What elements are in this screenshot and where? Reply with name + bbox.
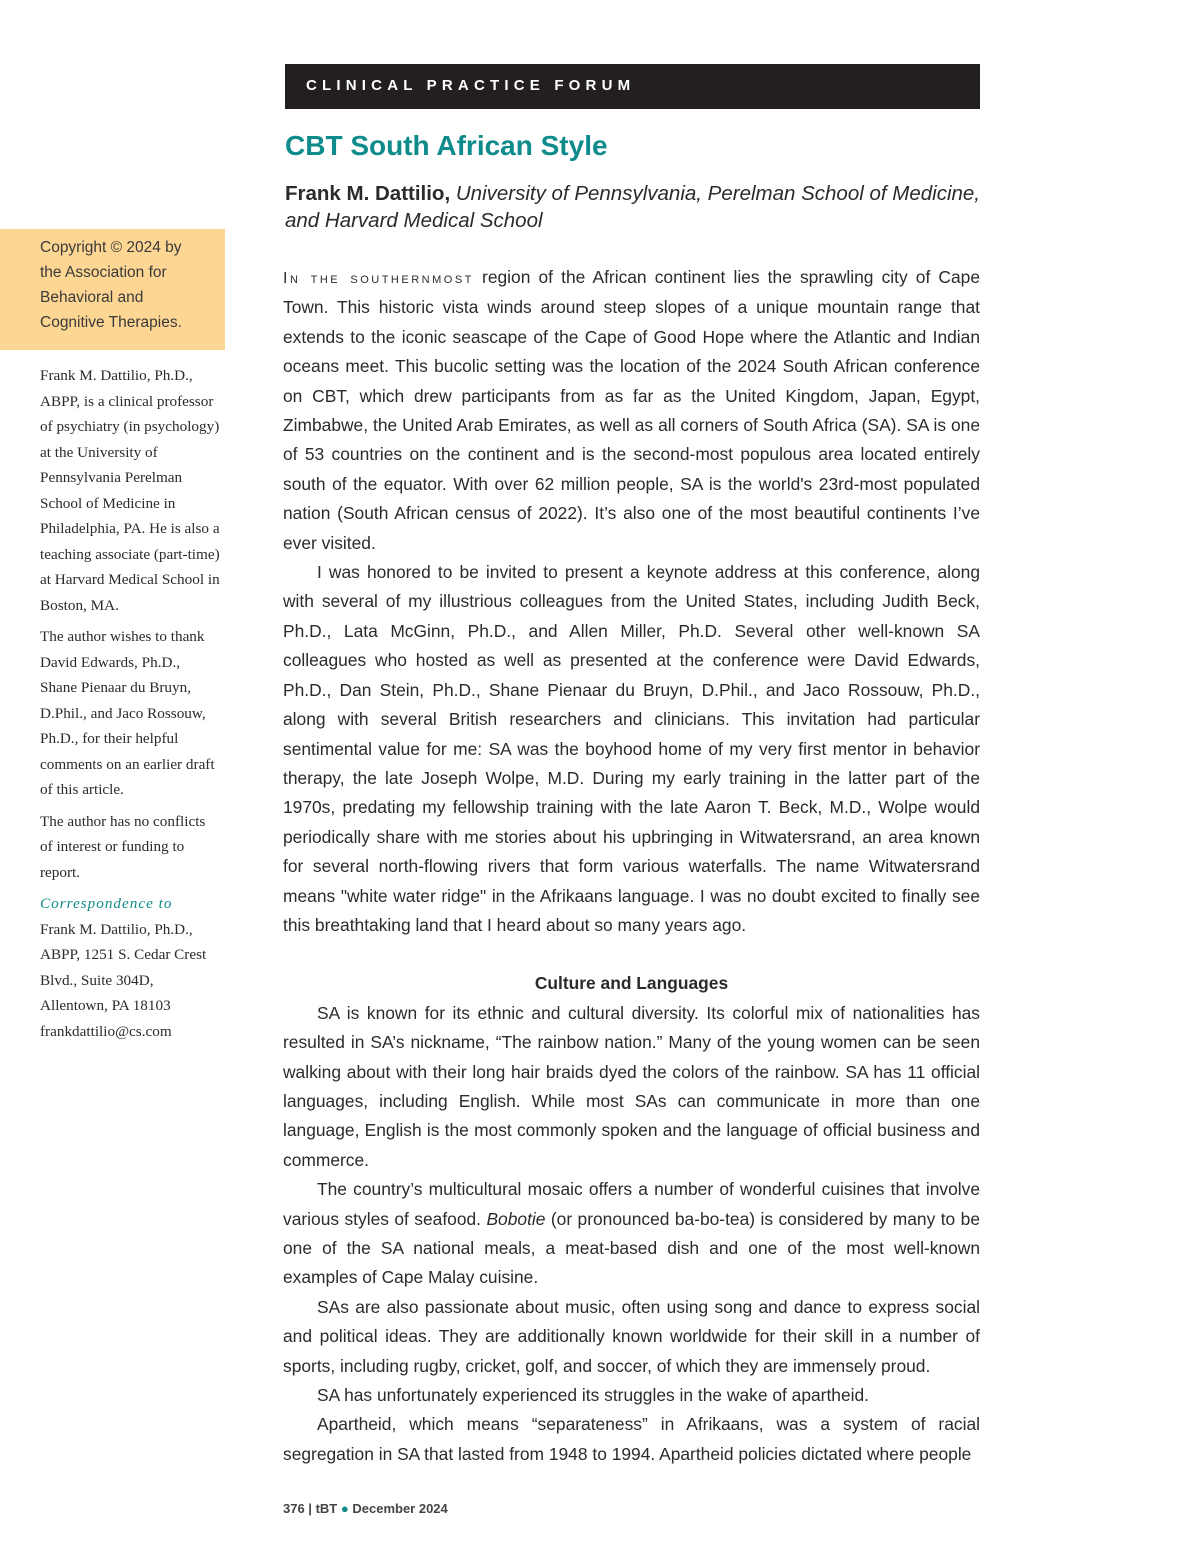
copyright-box: [0, 229, 225, 350]
paragraph: [283, 263, 980, 558]
author-name: Frank M. Dattilio,: [285, 182, 451, 205]
acknowledgments: The author wishes to thank David Edwards, Ph.D., Shane Pienaar du Bruyn, D.Phil., and Jaco Rossouw, Ph.D., for their helpful comments on an earlier draft of this article.: [40, 628, 215, 798]
email-link[interactable]: frankdattilio@cs.com: [40, 1022, 172, 1040]
issue-date: December 2024: [352, 1501, 448, 1516]
section-label: CLINICAL PRACTICE FORUM: [306, 77, 636, 94]
article-body: [283, 263, 980, 1469]
page-number: 376 |: [283, 1501, 312, 1516]
article-title: CBT South African Style: [285, 130, 608, 161]
correspondence-label: Correspondence to: [40, 895, 173, 912]
paragraph: [283, 1175, 980, 1293]
author-sidebar: [40, 363, 220, 1044]
paragraph: Apartheid, which means “separateness” in Afrikaans, was a system of racial segregation in SA that lasted from 1948 to 1994. Apartheid policies dictated where people: [283, 1414, 980, 1464]
copyright-text: Copyright © 2024 by the Association for Behavioral and Cognitive Therapies.: [40, 239, 182, 331]
paragraph-text: region of the African continent lies the sprawling city of Cape Town. This historic vista winds around steep slopes of a unique mountain range that extends to the iconic seascape of the Cape of Good Hope where the Atlantic and Indian oceans meet. This bucolic setting was the location of the 2024 South African conference on CBT, which drew participants from as far as the United Kingdom, Japan, Egypt, Zimbabwe, the United Arab Emirates, as well as all corners of South Africa (SA). SA is one of 53 countries on the continent and is the second-most populous area located entirely south of the equator. With over 62 million people, SA is the world's 23rd-most populated nation (South African census of 2022). It’s also one of the most beautiful continents I’ve ever visited.: [283, 267, 981, 553]
author-affiliation: University of Pennsylvania, Perelman School of Medicine, and Harvard Medical School: [285, 182, 981, 232]
section-heading: Culture and Languages: [534, 973, 729, 994]
journal-name: tBT: [315, 1501, 338, 1516]
paragraph: I was honored to be invited to present a keynote address at this conference, along with several of my illustrious colleagues from the United States, including Judith Beck, Ph.D., Lata McGinn, Ph.D., and Allen Miller, Ph.D. Several other well-known SA colleagues who hosted as well as presented at the conference were David Edwards, Ph.D., Dan Stein, Ph.D., Shane Pienaar du Bruyn, D.Phil., and Jaco Rossouw, Ph.D., along with several British researchers and clinicians. This invitation had particular sentimental value for me: SA was the boyhood home of my very first mentor in behavior therapy, the late Joseph Wolpe, M.D. During my early training in the latter part of the 1970s, predating my fellowship training with the late Aaron T. Beck, M.D., Wolpe would periodically share with me stories about his upbringing in Witwatersrand, an area known for several north-flowing rivers that form various waterfalls. The name Witwatersrand means "white water ridge" in the Afrikaans language. I was no doubt excited to finally see this breathtaking land that I heard about so many years ago.: [283, 562, 980, 935]
address-text: Frank M. Dattilio, Ph.D., ABPP, 1251 S. Cedar Crest Blvd., Suite 304D, Allentown, PA 18103: [40, 920, 207, 1014]
author-bio: Frank M. Dattilio, Ph.D., ABPP, is a clinical professor of psychiatry (in psychology) at the University of Pennsylvania Perelman School of Medicine in Philadelphia, PA. He is also a teaching associate (part-time) at Harvard Medical School in Boston, MA.: [40, 367, 220, 614]
conflicts-statement: The author has no conflicts of interest or funding to report.: [40, 812, 206, 881]
paragraph-text: (or pronounced ba-bo-tea) is considered by many to be one of the SA national meals, a meat-based dish and one of the most well-known examples of Cape Malay cuisine.: [283, 1208, 981, 1288]
lead-in: In the southernmost: [283, 270, 474, 287]
section-banner: [285, 64, 980, 109]
paragraph: SA has unfortunately experienced its struggles in the wake of apartheid.: [317, 1385, 870, 1406]
byline: [285, 180, 985, 234]
paragraph-text: The country’s multicultural mosaic offers a number of wonderful cuisines that involve various styles of seafood.: [283, 1179, 980, 1229]
bullet-icon: ●: [340, 1501, 349, 1516]
page-footer: [283, 1501, 448, 1516]
correspondence-address: [40, 917, 220, 1045]
emphasis: Bobotie: [486, 1208, 546, 1229]
paragraph: SA is known for its ethnic and cultural diversity. Its colorful mix of nationalities has resulted in SA’s nickname, “The rainbow nation.” Many of the young women can be seen walking about with their long hair braids dyed the colors of the rainbow. SA has 11 official languages, including English. While most SAs can communicate in more than one language, English is the most commonly spoken and the language of official business and commerce.: [283, 1002, 980, 1170]
paragraph: SAs are also passionate about music, often using song and dance to express social and political ideas. They are additionally known worldwide for their skill in a number of sports, including rugby, cricket, golf, and soccer, of which they are immensely proud.: [283, 1296, 980, 1376]
